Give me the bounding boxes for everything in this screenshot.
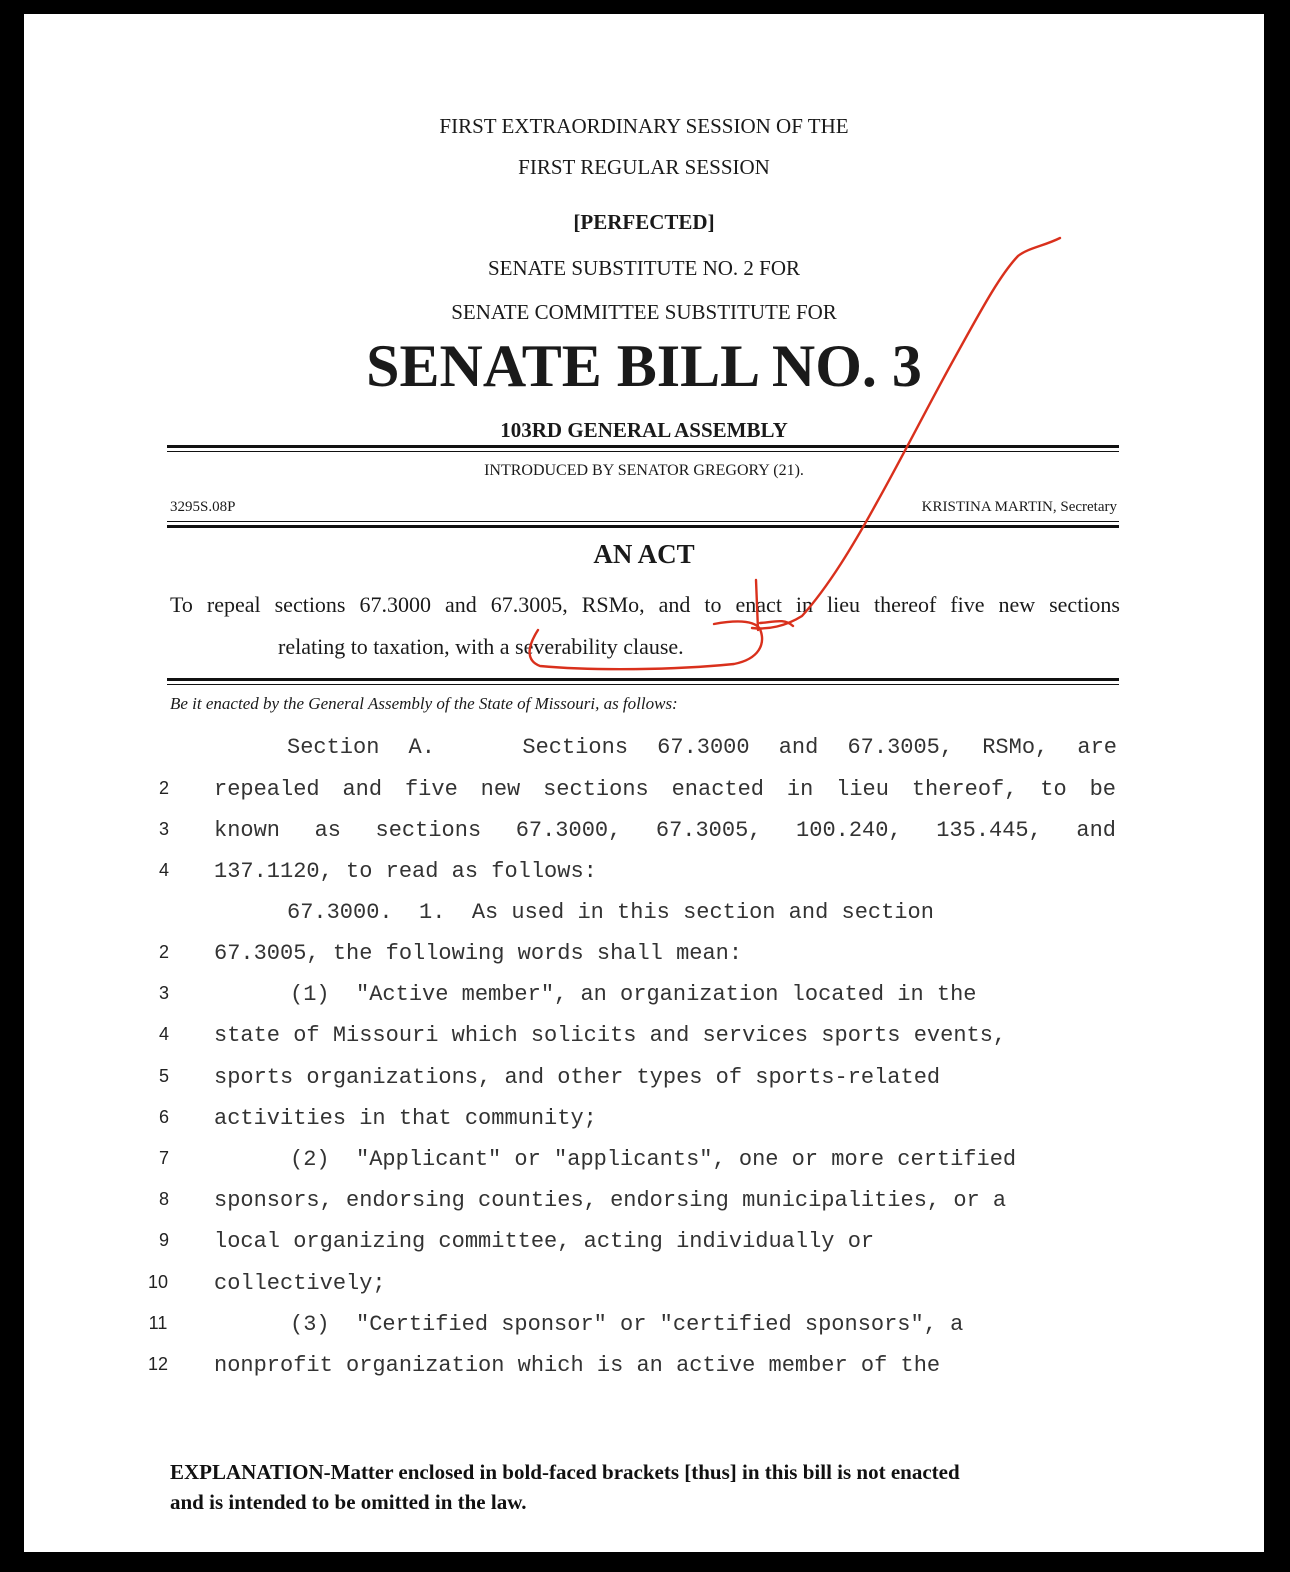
line-number: 3	[158, 983, 169, 1003]
body-line: (3) "Certified sponsor" or "certified sponsors", a	[290, 1312, 964, 1337]
body-line: 67.3005, the following words shall mean:	[214, 941, 743, 966]
line-number: 3	[158, 819, 169, 839]
line-number: 4	[158, 1024, 169, 1044]
bill-code: 3295S.08P	[170, 499, 236, 515]
body-line: 67.3000. 1. As used in this section and section	[287, 900, 934, 925]
session-line-2: FIRST REGULAR SESSION	[518, 155, 770, 179]
line-number: 2	[158, 942, 169, 962]
general-assembly: 103RD GENERAL ASSEMBLY	[500, 418, 788, 442]
session-line-1: FIRST EXTRAORDINARY SESSION OF THE	[439, 114, 849, 138]
annotation-arrow-tick	[756, 580, 793, 630]
substitute-line-2: SENATE COMMITTEE SUBSTITUTE FOR	[451, 300, 837, 324]
body-line: (2) "Applicant" or "applicants", one or more certified	[290, 1147, 1017, 1172]
line-number: 4	[158, 860, 169, 880]
act-line-2-prefix: relating to taxation, with	[278, 634, 500, 659]
line-number: 10	[147, 1272, 169, 1292]
line-number: 7	[158, 1148, 169, 1168]
body-line: known as sections 67.3000, 67.3005, 100.240, 135.445, and	[214, 818, 1116, 843]
explanation-line-1: EXPLANATION-Matter enclosed in bold-faced brackets [thus] in this bill is not enacted	[170, 1460, 960, 1484]
secretary: KRISTINA MARTIN, Secretary	[921, 499, 1117, 515]
annotation-arrow-line	[752, 238, 1060, 629]
perfected-label: [PERFECTED]	[573, 210, 715, 234]
enacting-clause: Be it enacted by the General Assembly of the State of Missouri, as follows:	[170, 694, 678, 713]
annotation-circle	[530, 621, 762, 669]
line-number: 12	[147, 1354, 169, 1374]
body-line: Section A. Sections 67.3000 and 67.3005, RSMo, are	[287, 735, 1117, 760]
body-line: local organizing committee, acting individually or	[214, 1229, 875, 1254]
body-line: state of Missouri which solicits and services sports events,	[214, 1023, 1007, 1048]
line-number: 11	[148, 1313, 168, 1333]
bill-title: SENATE BILL NO. 3	[366, 333, 922, 399]
substitute-line-1: SENATE SUBSTITUTE NO. 2 FOR	[487, 256, 801, 280]
introduced-by: INTRODUCED BY SENATOR GREGORY (21).	[484, 462, 804, 479]
line-number: 9	[158, 1230, 169, 1250]
act-heading: AN ACT	[593, 539, 695, 569]
line-number: 5	[158, 1066, 169, 1086]
act-line-2-highlight: a severability clause.	[499, 634, 684, 659]
body-line: repealed and five new sections enacted in lieu thereof, to be	[214, 777, 1116, 802]
document-page	[24, 14, 1264, 1552]
explanation-line-2: and is intended to be omitted in the law.	[170, 1490, 527, 1514]
body-line: 137.1120, to read as follows:	[214, 859, 597, 884]
line-number: 2	[158, 778, 169, 798]
act-line-1: To repeal sections 67.3000 and 67.3005, RSMo, and to enact in lieu thereof five new sections	[170, 592, 1120, 617]
body-line: activities in that community;	[214, 1106, 597, 1131]
body-line: collectively;	[214, 1271, 386, 1296]
line-number: 8	[158, 1189, 169, 1209]
body-line: sports organizations, and other types of sports-related	[214, 1065, 941, 1090]
line-number: 6	[158, 1107, 169, 1127]
body-line: (1) "Active member", an organization located in the	[290, 982, 977, 1007]
red-annotation	[24, 14, 1264, 1552]
body-line: nonprofit organization which is an active member of the	[214, 1353, 941, 1378]
body-line: sponsors, endorsing counties, endorsing municipalities, or a	[214, 1188, 1007, 1213]
